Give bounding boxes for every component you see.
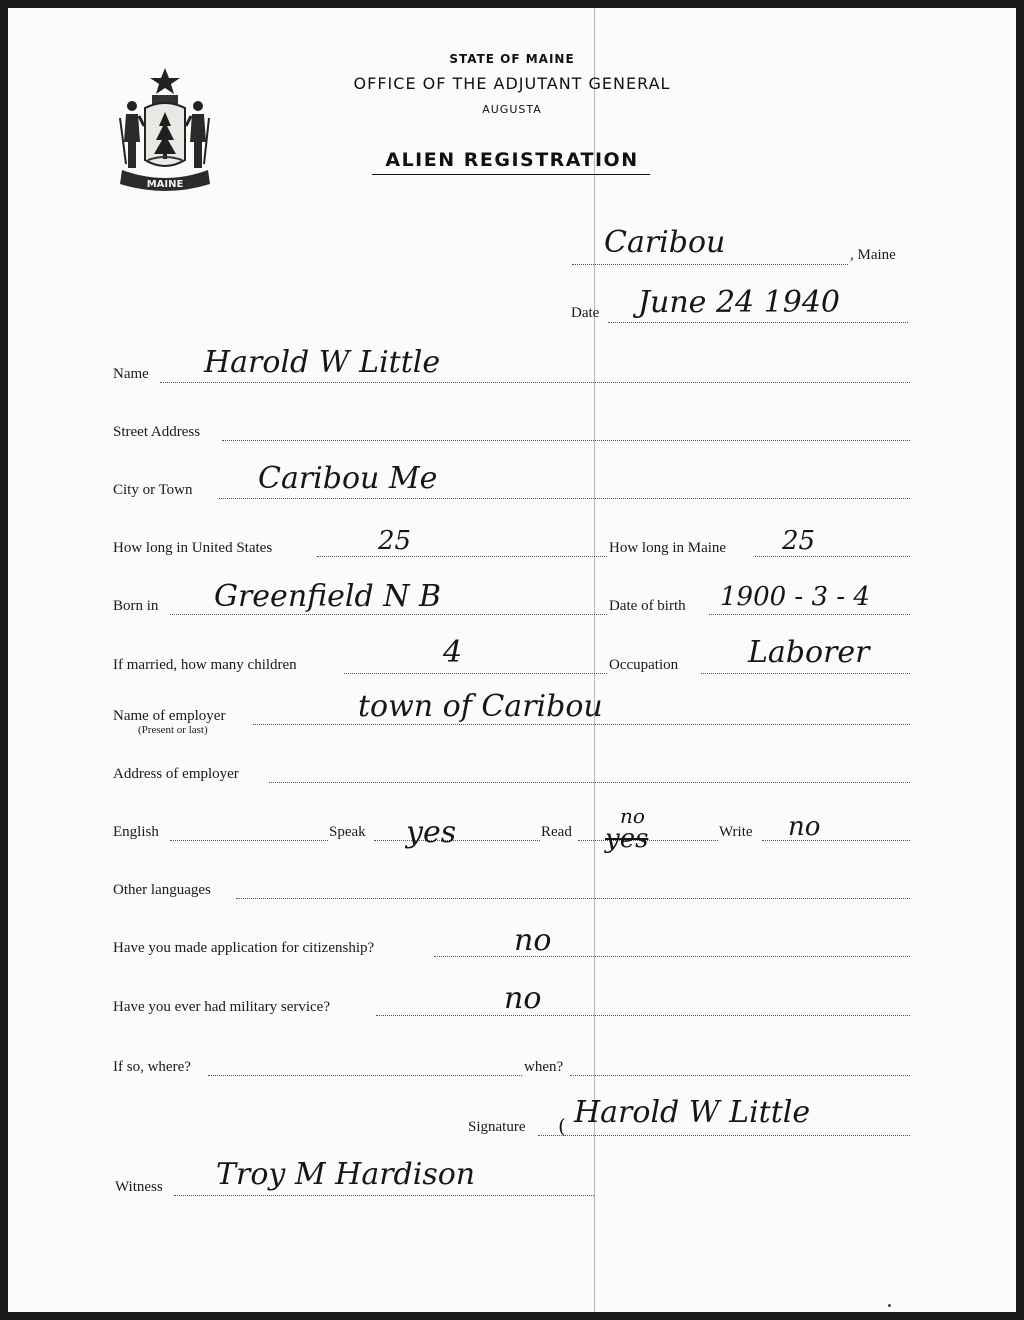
write-line <box>762 840 910 841</box>
born-line <box>170 614 607 615</box>
military-value: no <box>504 981 542 1016</box>
read-value: no <box>620 804 645 828</box>
military-label: Have you ever had military service? <box>113 999 330 1015</box>
signature-value: Harold W Little <box>574 1095 811 1130</box>
street-line <box>222 440 910 441</box>
date-value: June 24 1940 <box>638 285 841 320</box>
employer-address-label: Address of employer <box>113 766 239 782</box>
dob-label: Date of birth <box>609 598 686 614</box>
write-value: no <box>788 812 821 842</box>
other-languages-label: Other languages <box>113 882 211 898</box>
military-line <box>376 1015 910 1016</box>
town-value: Caribou <box>604 225 726 260</box>
date-label: Date <box>571 305 600 321</box>
english-label: English <box>113 824 159 840</box>
title-underline <box>372 174 650 175</box>
howlong-us-line <box>317 556 607 557</box>
citizenship-label: Have you made application for citizenship? <box>113 940 375 956</box>
city-line <box>219 498 910 499</box>
children-label: If married, how many children <box>113 657 297 673</box>
howlong-us-label: How long in United States <box>113 540 273 556</box>
registration-form <box>8 8 1016 1312</box>
name-label: Name <box>113 366 149 382</box>
date-line <box>608 322 908 323</box>
speak-value: yes <box>406 815 457 850</box>
header-state: STATE OF MAINE <box>449 52 575 66</box>
citizenship-value: no <box>514 923 552 958</box>
maine-label: , Maine <box>850 247 896 263</box>
signature-label: Signature <box>468 1119 526 1135</box>
dob-line <box>709 614 910 615</box>
header-office: OFFICE OF THE ADJUTANT GENERAL <box>353 74 671 93</box>
english-line <box>170 840 328 841</box>
children-value: 4 <box>443 635 463 670</box>
read-struck-value: yes <box>605 824 649 854</box>
speak-line <box>374 840 540 841</box>
read-label: Read <box>541 824 572 840</box>
born-label: Born in <box>113 598 159 614</box>
paper-speck <box>888 1304 891 1307</box>
howlong-me-label: How long in Maine <box>609 540 727 556</box>
howlong-us-value: 25 <box>378 526 412 556</box>
signature-paren: ( <box>558 1114 566 1138</box>
witness-label: Witness <box>115 1179 163 1195</box>
born-value: Greenfield N B <box>214 579 442 614</box>
where-line <box>208 1075 522 1076</box>
citizenship-line <box>434 956 910 957</box>
name-value: Harold W Little <box>204 345 441 380</box>
employer-line <box>253 724 910 725</box>
occupation-value: Laborer <box>748 635 870 670</box>
employer-note: (Present or last) <box>138 724 208 736</box>
witness-line <box>174 1195 594 1196</box>
employer-address-line <box>269 782 910 783</box>
name-line <box>160 382 910 383</box>
when-label: when? <box>524 1059 564 1075</box>
occupation-label: Occupation <box>609 657 679 673</box>
when-line <box>570 1075 910 1076</box>
header-city: AUGUSTA <box>482 103 542 116</box>
speak-label: Speak <box>329 824 366 840</box>
employer-value: town of Caribou <box>358 689 603 724</box>
write-label: Write <box>719 824 753 840</box>
witness-value: Troy M Hardison <box>216 1157 476 1192</box>
children-line <box>344 673 607 674</box>
street-label: Street Address <box>113 424 201 440</box>
occupation-line <box>701 673 910 674</box>
employer-label: Name of employer <box>113 708 226 724</box>
other-languages-line <box>236 898 910 899</box>
howlong-me-line <box>755 556 910 557</box>
where-label: If so, where? <box>113 1059 191 1075</box>
city-value: Caribou Me <box>258 461 438 496</box>
form-title: ALIEN REGISTRATION <box>385 149 639 171</box>
seal-ribbon-text: MAINE <box>146 179 184 190</box>
howlong-me-value: 25 <box>782 526 816 556</box>
dob-value: 1900 - 3 - 4 <box>720 582 870 612</box>
signature-line <box>538 1135 910 1136</box>
town-line <box>572 264 848 265</box>
city-label: City or Town <box>113 482 193 498</box>
